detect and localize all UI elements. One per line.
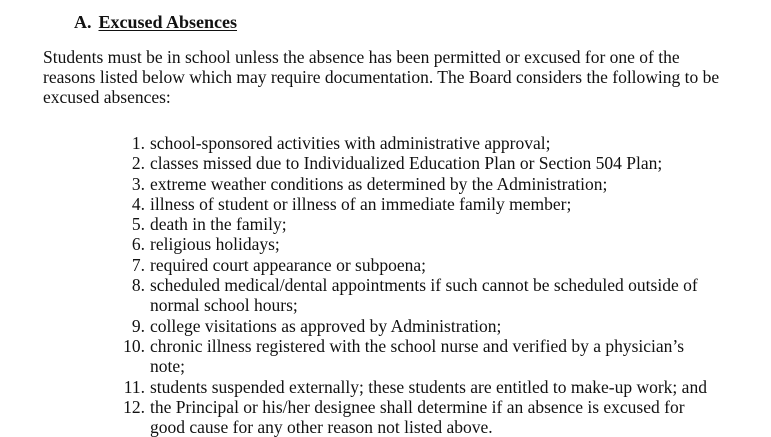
list-item-number: 2. xyxy=(131,153,145,174)
section-title: Excused Absences xyxy=(98,12,238,32)
list-item-number: 4. xyxy=(131,193,145,214)
list-item-text: school-sponsored activities with administrative approval; xyxy=(150,133,551,153)
intro-paragraph xyxy=(43,47,743,107)
list-item-number: 1. xyxy=(131,133,145,153)
list-item-text: the Principal or his/her designee shall determine if an absence is excused for good cause for any other reason not listed above. xyxy=(150,396,685,437)
list-item-number: 6. xyxy=(131,234,145,255)
list-item-text: illness of student or illness of an immediate family member; xyxy=(150,193,572,214)
list-item-text: scheduled medical/dental appointments if such cannot be scheduled outside of normal school hours; xyxy=(150,275,698,316)
intro-line: Students must be in school unless the absence has been permitted or excused for one of the xyxy=(43,47,680,67)
list-item-number: 11. xyxy=(123,376,145,397)
list-item xyxy=(113,133,720,153)
list-item xyxy=(113,377,720,397)
list-item-number: 12. xyxy=(123,396,145,417)
list-item xyxy=(113,316,720,336)
list-item-text: death in the family; xyxy=(150,214,287,235)
list-item xyxy=(113,336,720,377)
list-item xyxy=(113,255,720,275)
list-item-text: students suspended externally; these students are entitled to make-up work; and xyxy=(150,376,707,397)
list-item-text: classes missed due to Individualized Education Plan or Section 504 Plan; xyxy=(150,153,663,174)
list-item xyxy=(113,194,720,214)
section-heading xyxy=(74,10,237,34)
list-item-number: 7. xyxy=(131,254,145,275)
list-item-text: extreme weather conditions as determined by the Administration; xyxy=(150,173,608,194)
list-item xyxy=(113,234,720,254)
list-item xyxy=(113,214,720,234)
list-item xyxy=(113,397,720,437)
list-item xyxy=(113,275,720,316)
list-item xyxy=(113,174,720,194)
intro-line: excused absences: xyxy=(43,87,171,107)
list-item-number: 3. xyxy=(131,173,145,194)
list-item-number: 10. xyxy=(123,335,145,356)
list-item-number: 9. xyxy=(131,315,145,336)
section-letter: A. xyxy=(74,12,92,32)
list-item-text: required court appearance or subpoena; xyxy=(150,254,426,275)
list-item-text: college visitations as approved by Administration; xyxy=(150,315,502,336)
intro-line: reasons listed below which may require documentation. The Board considers the following to be xyxy=(43,67,720,87)
excused-absence-list xyxy=(113,133,720,437)
list-item-number: 5. xyxy=(131,214,145,235)
list-item-text: religious holidays; xyxy=(150,234,280,255)
list-item-text: chronic illness registered with the school nurse and verified by a physician’s note; xyxy=(150,335,685,377)
list-item xyxy=(113,153,720,173)
list-item-number: 8. xyxy=(131,275,145,296)
